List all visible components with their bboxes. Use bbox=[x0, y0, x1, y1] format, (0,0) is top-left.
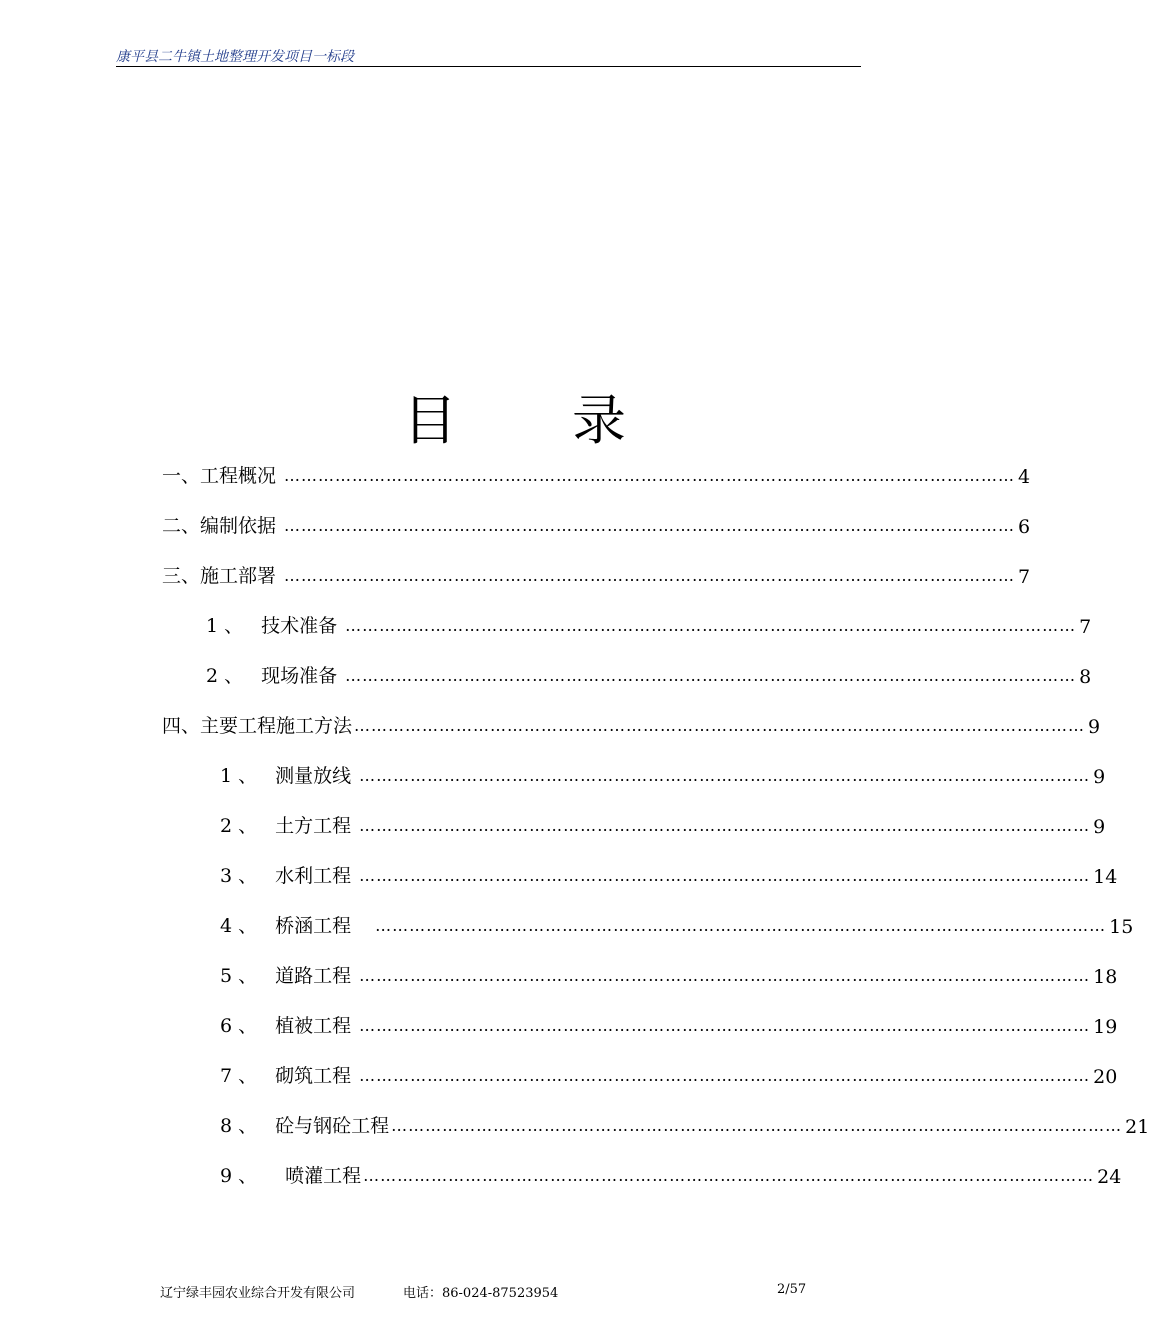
page-title bbox=[0, 378, 950, 452]
title-char-1: 目 bbox=[403, 389, 457, 452]
toc-entry-label: 桥涵工程 bbox=[275, 915, 352, 937]
toc-entry[interactable] bbox=[206, 608, 1092, 638]
toc-leader-dots: ………………………………………………………………………………………………………………… bbox=[359, 816, 1091, 835]
toc-leader-dots: ………………………………………………………………………………………………………………… bbox=[375, 916, 1107, 935]
toc-leader-dots: ………………………………………………………………………………………………………………… bbox=[284, 516, 1016, 535]
toc-entry-number: 8 、 bbox=[220, 1115, 258, 1137]
toc-entry-page: 20 bbox=[1093, 1066, 1118, 1088]
toc-entry-label: 喷灌工程 bbox=[285, 1165, 362, 1187]
toc-entry-number: 二、 bbox=[162, 515, 201, 537]
toc-entry-page: 21 bbox=[1125, 1116, 1149, 1138]
toc-entry-number: 2 、 bbox=[206, 665, 244, 687]
toc-entry-page: 15 bbox=[1109, 916, 1134, 938]
toc-entry-page: 18 bbox=[1093, 966, 1118, 988]
footer-phone: 电话：86-024-87523954 bbox=[403, 1286, 559, 1301]
page-indicator: 2/57 bbox=[777, 1282, 807, 1297]
toc-leader-dots: ………………………………………………………………………………………………………………… bbox=[345, 616, 1077, 635]
toc-entry-number: 3 、 bbox=[220, 865, 258, 887]
toc-entry-number: 1 、 bbox=[206, 615, 244, 637]
toc-entry-label: 水利工程 bbox=[275, 865, 352, 887]
toc-entry[interactable] bbox=[220, 808, 1106, 838]
toc-entry-number: 6 、 bbox=[220, 1015, 258, 1037]
toc-entry[interactable] bbox=[220, 908, 1134, 938]
toc-entry-page: 19 bbox=[1093, 1016, 1118, 1038]
toc-entry[interactable] bbox=[220, 958, 1118, 988]
toc-entry-number: 一、 bbox=[162, 465, 201, 487]
toc-entry[interactable] bbox=[220, 758, 1106, 788]
toc-entry-page: 14 bbox=[1093, 866, 1118, 888]
toc-leader-dots: ………………………………………………………………………………………………………………… bbox=[354, 716, 1086, 735]
toc-entry[interactable] bbox=[162, 708, 1101, 738]
toc-leader-dots: ………………………………………………………………………………………………………………… bbox=[359, 1066, 1091, 1085]
toc-entry-label: 技术准备 bbox=[261, 615, 338, 637]
toc-entry[interactable] bbox=[220, 1158, 1122, 1188]
toc-entry-number: 2 、 bbox=[220, 815, 258, 837]
toc-entry-page: 6 bbox=[1018, 516, 1031, 538]
toc-entry-label: 砌筑工程 bbox=[275, 1065, 352, 1087]
toc-entry-number: 1 、 bbox=[220, 765, 258, 787]
toc-entry-label: 主要工程施工方法 bbox=[200, 715, 353, 737]
toc-entry-label: 道路工程 bbox=[275, 965, 352, 987]
toc-entry[interactable] bbox=[220, 858, 1118, 888]
toc-entry-number: 4 、 bbox=[220, 915, 258, 937]
toc-entry-label: 测量放线 bbox=[275, 765, 352, 787]
toc-entry-label: 施工部署 bbox=[200, 565, 277, 587]
toc-entry-number: 5 、 bbox=[220, 965, 258, 987]
toc-leader-dots: ………………………………………………………………………………………………………………… bbox=[359, 866, 1091, 885]
toc-entry-page: 9 bbox=[1093, 816, 1106, 838]
toc-leader-dots: ………………………………………………………………………………………………………………… bbox=[391, 1116, 1123, 1135]
toc-entry-number: 7 、 bbox=[220, 1065, 258, 1087]
toc-leader-dots: ………………………………………………………………………………………………………………… bbox=[359, 766, 1091, 785]
toc-entry-page: 9 bbox=[1093, 766, 1106, 788]
toc-entry[interactable] bbox=[162, 508, 1031, 538]
toc-entry[interactable] bbox=[162, 558, 1031, 588]
page-header bbox=[116, 44, 861, 67]
toc-entry-page: 7 bbox=[1018, 566, 1031, 588]
toc-entry-page: 24 bbox=[1097, 1166, 1122, 1188]
toc-entry[interactable] bbox=[162, 458, 1031, 488]
toc-entry[interactable] bbox=[220, 1008, 1118, 1038]
toc-leader-dots: ………………………………………………………………………………………………………………… bbox=[284, 466, 1016, 485]
toc-entry-page: 8 bbox=[1079, 666, 1092, 688]
toc-entry-label: 植被工程 bbox=[275, 1015, 352, 1037]
toc-entry-label: 现场准备 bbox=[261, 665, 338, 687]
footer-company: 辽宁绿丰园农业综合开发有限公司 bbox=[160, 1286, 356, 1301]
toc-entry-page: 9 bbox=[1088, 716, 1101, 738]
title-char-2: 录 bbox=[572, 389, 626, 452]
header-title: 康平县二牛镇土地整理开发项目一标段 bbox=[116, 49, 354, 65]
toc-entry[interactable] bbox=[220, 1058, 1118, 1088]
toc-entry[interactable] bbox=[206, 658, 1092, 688]
toc-entry-label: 编制依据 bbox=[200, 515, 277, 537]
toc-entry[interactable] bbox=[220, 1108, 1149, 1138]
toc-leader-dots: ………………………………………………………………………………………………………………… bbox=[359, 966, 1091, 985]
toc-entry-label: 工程概况 bbox=[200, 465, 277, 487]
toc-entry-label: 土方工程 bbox=[275, 815, 352, 837]
toc-leader-dots: ………………………………………………………………………………………………………………… bbox=[284, 566, 1016, 585]
toc-leader-dots: ………………………………………………………………………………………………………………… bbox=[359, 1016, 1091, 1035]
toc-leader-dots: ………………………………………………………………………………………………………………… bbox=[363, 1166, 1095, 1185]
toc-entry-number: 9 、 bbox=[220, 1165, 258, 1187]
toc-entry-label: 砼与钢砼工程 bbox=[275, 1115, 390, 1137]
toc-entry-number: 四、 bbox=[162, 715, 201, 737]
toc-entry-number: 三、 bbox=[162, 565, 201, 587]
toc-entry-page: 4 bbox=[1018, 466, 1031, 488]
toc-leader-dots: ………………………………………………………………………………………………………………… bbox=[345, 666, 1077, 685]
toc-entry-page: 7 bbox=[1079, 616, 1092, 638]
